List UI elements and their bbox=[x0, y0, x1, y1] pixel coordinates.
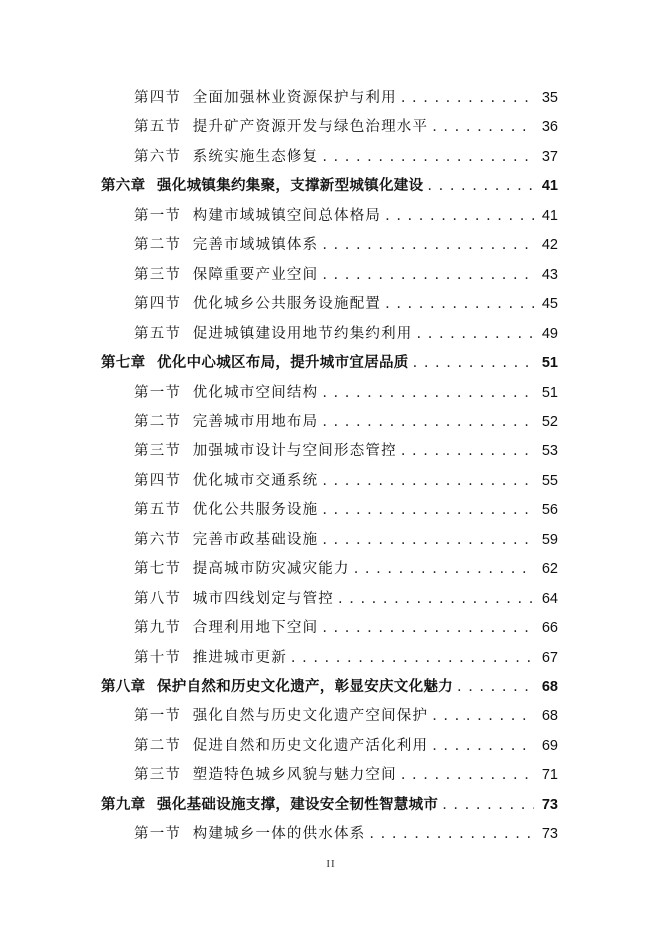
toc-page-number: 43 bbox=[541, 266, 558, 283]
chapter-number: 第六章 bbox=[101, 178, 146, 195]
toc-entry-label bbox=[134, 322, 413, 346]
dot-leader bbox=[322, 616, 534, 640]
toc-page-number: 35 bbox=[541, 90, 558, 106]
section-title: 提升矿产资源开发与绿色治理水平 bbox=[192, 119, 429, 136]
toc-page-number: 55 bbox=[541, 472, 558, 489]
section-number: 第三节 bbox=[134, 266, 182, 283]
dot-leader bbox=[432, 115, 534, 139]
section-number: 第九节 bbox=[134, 620, 182, 637]
toc-page-number: 52 bbox=[541, 413, 558, 430]
section-number: 第八节 bbox=[134, 590, 182, 607]
dot-leader bbox=[442, 793, 534, 817]
page-number: II bbox=[326, 858, 336, 870]
toc-page-number: 36 bbox=[541, 119, 558, 136]
toc-page-number: 73 bbox=[541, 826, 558, 843]
toc-entry-label bbox=[101, 793, 438, 817]
dot-leader bbox=[369, 822, 534, 846]
dot-leader bbox=[401, 439, 534, 463]
toc-section-entry[interactable] bbox=[134, 263, 558, 287]
toc-page-number: 62 bbox=[541, 561, 558, 578]
toc-section-entry[interactable] bbox=[134, 763, 558, 787]
section-title: 塑造特色城乡风貌与魅力空间 bbox=[192, 767, 397, 784]
toc-section-entry[interactable] bbox=[134, 292, 558, 316]
section-title: 推进城市更新 bbox=[192, 649, 287, 666]
dot-leader bbox=[291, 646, 534, 670]
dot-leader bbox=[322, 469, 534, 493]
toc-page-number: 71 bbox=[541, 767, 558, 784]
section-number: 第三节 bbox=[134, 443, 182, 460]
toc-page-number: 41 bbox=[541, 207, 558, 224]
toc-section-entry[interactable] bbox=[134, 646, 558, 670]
toc-entry-label bbox=[134, 145, 318, 169]
toc-chapter-entry[interactable] bbox=[101, 675, 558, 699]
section-title: 构建城乡一体的供水体系 bbox=[192, 826, 366, 843]
dot-leader bbox=[401, 763, 534, 787]
toc-page-number: 73 bbox=[541, 796, 558, 813]
dot-leader bbox=[432, 704, 534, 728]
section-number: 第一节 bbox=[134, 826, 182, 843]
toc-page-number: 41 bbox=[541, 178, 558, 195]
toc-page-number: 53 bbox=[541, 443, 558, 460]
section-title: 优化城乡公共服务设施配置 bbox=[192, 296, 382, 313]
section-number: 第三节 bbox=[134, 767, 182, 784]
section-title: 完善市政基础设施 bbox=[192, 531, 319, 548]
toc-section-entry[interactable] bbox=[134, 410, 558, 434]
toc-entry-label bbox=[134, 528, 318, 552]
section-title: 完善市域城镇体系 bbox=[192, 237, 319, 254]
toc-page-number: 67 bbox=[541, 649, 558, 666]
chapter-title: 保护自然和历史文化遗产，彰显安庆文化魅力 bbox=[157, 679, 453, 695]
toc-section-entry[interactable] bbox=[134, 704, 558, 728]
dot-leader bbox=[385, 204, 534, 228]
dot-leader bbox=[401, 86, 534, 110]
section-number: 第四节 bbox=[134, 296, 182, 313]
toc-page-number: 49 bbox=[541, 325, 558, 342]
toc-entry-label bbox=[134, 646, 287, 670]
toc-page-number: 42 bbox=[541, 237, 558, 254]
toc-section-entry[interactable] bbox=[134, 381, 558, 405]
toc-entry-label bbox=[134, 410, 318, 434]
dot-leader bbox=[322, 263, 534, 287]
dot-leader bbox=[322, 233, 534, 257]
dot-leader bbox=[417, 322, 534, 346]
toc-section-entry[interactable] bbox=[134, 822, 558, 846]
section-title: 完善城市用地布局 bbox=[192, 413, 319, 430]
toc-section-entry[interactable] bbox=[134, 469, 558, 493]
toc-entry-label bbox=[134, 587, 334, 611]
dot-leader bbox=[322, 410, 534, 434]
toc-entry-label bbox=[134, 381, 318, 405]
toc-page-number: 64 bbox=[541, 590, 558, 607]
toc-entry-label bbox=[134, 469, 318, 493]
section-title: 提高城市防灾减灾能力 bbox=[192, 561, 350, 578]
toc-entry-label bbox=[134, 616, 318, 640]
section-title: 强化自然与历史文化遗产空间保护 bbox=[192, 708, 429, 725]
section-title: 促进自然和历史文化遗产活化利用 bbox=[192, 737, 429, 754]
section-title: 全面加强林业资源保护与利用 bbox=[192, 90, 397, 106]
toc-section-entry[interactable] bbox=[134, 557, 558, 581]
toc-page-number: 51 bbox=[541, 355, 558, 372]
toc-page-number: 51 bbox=[541, 384, 558, 401]
section-number: 第一节 bbox=[134, 207, 182, 224]
toc-entry-label bbox=[134, 439, 397, 463]
dot-leader bbox=[322, 498, 534, 522]
toc-section-entry[interactable] bbox=[134, 587, 558, 611]
section-number: 第二节 bbox=[134, 737, 182, 754]
toc-section-entry[interactable] bbox=[134, 115, 558, 139]
section-title: 系统实施生态修复 bbox=[192, 148, 319, 165]
toc-page-number: 66 bbox=[541, 620, 558, 637]
section-title: 合理利用地下空间 bbox=[192, 620, 319, 637]
toc-page-number: 37 bbox=[541, 148, 558, 165]
toc-entry-label bbox=[134, 763, 397, 787]
toc-entry-label bbox=[134, 86, 397, 110]
chapter-number: 第九章 bbox=[101, 796, 146, 813]
section-title: 城市四线划定与管控 bbox=[192, 590, 335, 607]
toc-section-entry[interactable] bbox=[134, 498, 558, 522]
toc-page-number: 56 bbox=[541, 502, 558, 519]
section-number: 第六节 bbox=[134, 148, 182, 165]
toc-entry-label bbox=[101, 675, 453, 699]
toc-entry-label bbox=[134, 822, 365, 846]
toc-entry-label bbox=[134, 498, 318, 522]
toc-section-entry[interactable] bbox=[134, 616, 558, 640]
toc-entry-label bbox=[134, 704, 428, 728]
chapter-title: 强化城镇集约集聚，支撑新型城镇化建设 bbox=[157, 178, 424, 195]
toc-page-number: 69 bbox=[541, 737, 558, 754]
dot-leader bbox=[354, 557, 534, 581]
dot-leader bbox=[338, 587, 534, 611]
dot-leader bbox=[322, 145, 534, 169]
section-title: 构建市域城镇空间总体格局 bbox=[192, 207, 382, 224]
toc-entry-label bbox=[134, 734, 428, 758]
toc-section-entry[interactable] bbox=[134, 322, 558, 346]
toc-section-entry[interactable] bbox=[134, 86, 558, 110]
toc-section-entry[interactable] bbox=[134, 734, 558, 758]
dot-leader bbox=[457, 675, 534, 699]
toc-page-number: 68 bbox=[541, 679, 558, 695]
section-title: 加强城市设计与空间形态管控 bbox=[192, 443, 397, 460]
section-number: 第六节 bbox=[134, 531, 182, 548]
section-title: 促进城镇建设用地节约集约利用 bbox=[192, 325, 413, 342]
toc-section-entry[interactable] bbox=[134, 528, 558, 552]
toc-chapter-entry[interactable] bbox=[101, 174, 558, 198]
toc-entry-label bbox=[134, 204, 381, 228]
toc-entry-label bbox=[101, 351, 409, 375]
section-number: 第四节 bbox=[134, 90, 182, 106]
chapter-title: 强化基础设施支撑，建设安全韧性智慧城市 bbox=[157, 796, 439, 813]
dot-leader bbox=[427, 174, 534, 198]
section-title: 保障重要产业空间 bbox=[192, 266, 319, 283]
chapter-title: 优化中心城区布局，提升城市宜居品质 bbox=[157, 355, 409, 372]
toc-entry-label bbox=[134, 233, 318, 257]
toc-section-entry[interactable] bbox=[134, 439, 558, 463]
toc-section-entry[interactable] bbox=[134, 204, 558, 228]
toc-chapter-entry[interactable] bbox=[101, 793, 558, 817]
section-title: 优化城市交通系统 bbox=[192, 472, 319, 489]
section-number: 第二节 bbox=[134, 237, 182, 254]
toc-entry-label bbox=[134, 557, 350, 581]
toc-chapter-entry[interactable] bbox=[101, 351, 558, 375]
toc-entry-label bbox=[134, 263, 318, 287]
section-number: 第四节 bbox=[134, 472, 182, 489]
dot-leader bbox=[322, 528, 534, 552]
section-number: 第二节 bbox=[134, 413, 182, 430]
section-title: 优化公共服务设施 bbox=[192, 502, 319, 519]
toc-section-entry[interactable] bbox=[134, 145, 558, 169]
chapter-number: 第八章 bbox=[101, 679, 146, 695]
dot-leader bbox=[322, 381, 534, 405]
section-number: 第五节 bbox=[134, 325, 182, 342]
section-number: 第七节 bbox=[134, 561, 182, 578]
dot-leader bbox=[385, 292, 534, 316]
section-number: 第五节 bbox=[134, 119, 182, 136]
section-number: 第五节 bbox=[134, 502, 182, 519]
section-number: 第十节 bbox=[134, 649, 182, 666]
dot-leader bbox=[432, 734, 534, 758]
section-number: 第一节 bbox=[134, 708, 182, 725]
dot-leader bbox=[413, 351, 534, 375]
toc-entry-label bbox=[134, 292, 381, 316]
toc-page-number: 45 bbox=[541, 296, 558, 313]
toc-section-entry[interactable] bbox=[134, 233, 558, 257]
toc-page-number: 59 bbox=[541, 531, 558, 548]
section-number: 第一节 bbox=[134, 384, 182, 401]
toc-entry-label bbox=[101, 174, 423, 198]
toc-entry-label bbox=[134, 115, 428, 139]
toc-page-number: 68 bbox=[541, 708, 558, 725]
chapter-number: 第七章 bbox=[101, 355, 146, 372]
section-title: 优化城市空间结构 bbox=[192, 384, 319, 401]
